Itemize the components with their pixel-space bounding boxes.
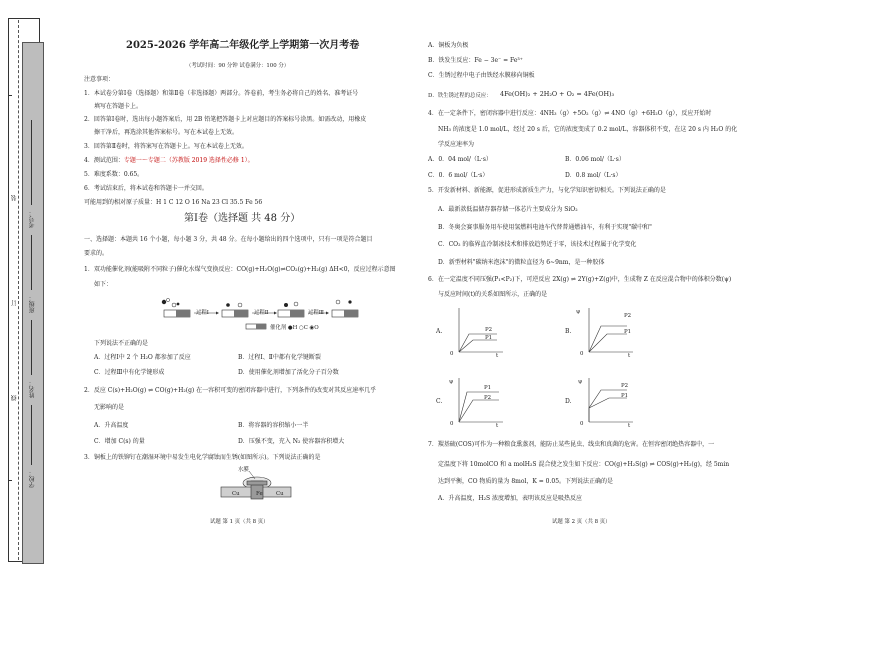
chart-b-p2-label: P2 — [624, 313, 632, 319]
note-2: 2．回答第Ⅰ卷时，选出每小题答案后，用 2B 铅笔把答题卡上对应题目的答案标号涂黑。如需改动，用橡皮 — [84, 116, 367, 123]
chart-c-svg — [455, 376, 505, 426]
chart-a-p2-label: P2 — [485, 327, 493, 333]
chart-d-p1-label: P1 — [621, 393, 629, 399]
chart-a-p1-label: P1 — [485, 335, 493, 341]
exam-number-field[interactable] — [31, 120, 32, 205]
q1-fig-process-2: 过程Ⅱ — [254, 310, 269, 316]
q3-option-a: A．铜板为负极 — [428, 42, 469, 49]
q3-fig-cu-right: Cu — [276, 491, 284, 497]
q1-option-d: D．使用催化剂增加了活化分子百分数 — [238, 369, 339, 376]
q1-fig-process-3: 过程Ⅲ — [308, 310, 324, 316]
q3-fig-cu-left: Cu — [232, 491, 240, 497]
note-2-cont: 擦干净后，再选涂其他答案标号。写在本试卷上无效。 — [94, 129, 239, 136]
seal-char-3: 线 — [11, 395, 18, 401]
q5-stem: 5．开发新材料、新能源，促进形成新质生产力，与化学知识密切相关。下列说法正确的是 — [428, 187, 666, 194]
chart-letter: D. — [565, 398, 572, 405]
q2-line-2: 无影响的是 — [94, 404, 125, 411]
q2-line-1: 2．反应 C(s)+H₂O(g) ⇌ CO(g)+H₂(g) 在一容积可变的密闭容器中进行，下列条件的改变对其反应速率几乎 — [84, 387, 377, 394]
q1-fig-legend: 催化剂 ●H ○C ◉O — [270, 325, 319, 331]
class-label: 班级： — [29, 295, 36, 313]
q4-option-b: B．0.06 mol/（L·s） — [565, 156, 625, 163]
q4-line-3: 学反应速率为 — [438, 141, 475, 148]
q4-option-c: C．0．6 mol/（L·s） — [428, 172, 489, 179]
exam-subtitle: （考试时间：90 分钟 试卷满分：100 分） — [186, 63, 290, 69]
q1-ask: 下列说法不正确的是 — [94, 340, 149, 347]
q1-line-1: 1．双功能催化剂(能吸附不同粒子)催化水煤气变换反应：CO(g)+H₂O(g)⇌CO₂(g)+H₂(g) ΔH<0，反应过程示意图 — [84, 266, 396, 273]
q2-option-b: B．将容器的容积缩小一半 — [238, 422, 309, 429]
q3-option-d-equation: 4Fe(OH)₂ + 2H₂O + O₂ = 4Fe(OH)₃ — [500, 90, 615, 98]
school-field[interactable] — [31, 405, 32, 465]
q2-option-a: A．升高温度 — [94, 422, 129, 429]
strip-tick — [8, 480, 12, 481]
q1-option-a: A．过程Ⅰ中 2 个 H₂O 都参加了反应 — [94, 354, 191, 361]
chart-b-x-label: t — [628, 353, 631, 359]
q4-option-a: A．0．04 mol/（L·s） — [428, 156, 492, 163]
chart-c-p2-label: P2 — [484, 395, 492, 401]
intro-line-2: 要求的。 — [84, 250, 109, 257]
name-field[interactable] — [31, 320, 32, 375]
q5-option-c: C．CO₂ 的临界直冷制冰技术和排放趋势近于零，该技术过程属于化学变化 — [438, 241, 637, 248]
binding-dashed-line — [18, 20, 19, 560]
q6-line-1: 6．在一定温度不同压强(P₁<P₂)下，可逆反应 2X(g) ⇌ 2Y(g)+Z(g)中，生成物 Z 在反应混合物中的体积分数(ψ) — [428, 276, 732, 283]
chart-a-x-label: t — [496, 353, 499, 359]
exam-number-label: 考号： — [29, 210, 36, 228]
chart-d-p2-label: P2 — [621, 383, 629, 389]
strip-tick — [8, 95, 12, 96]
seal-char-2: 订 — [11, 300, 18, 306]
q4-option-d: D．0.8 mol/（L·s） — [565, 172, 622, 179]
q3-stem: 3．铜板上的铁铆钉在潮湿环境中易发生电化学腐蚀而生锈(如图所示)。下列说法正确的是 — [84, 454, 321, 461]
school-label: 学校： — [29, 470, 36, 488]
note-4-label: 4．测试范围： — [84, 157, 124, 164]
intro-line-1: 一、选择题：本题共 16 个小题，每小题 3 分，共 48 分。在每小题给出的四个选项中，只有一项是符合题目 — [84, 236, 373, 243]
q4-line-1: 4．在一定条件下，密闭容器中进行反应：4NH₃（g）+5O₂（g）⇌ 4NO（g）+6H₂O（g），反应开始时 — [428, 110, 712, 117]
chart-c-origin: 0 — [450, 421, 454, 427]
class-field[interactable] — [31, 235, 32, 290]
q5-option-a: A．最新款低温储存器存储一体芯片主要成分为 SiO₂ — [438, 206, 578, 213]
q2-option-c: C．增加 C(s) 的量 — [94, 438, 145, 445]
q5-option-b: B．冬奥会赛事服务用车使用氢燃料电池车代替普通燃油车，有利于实现"碳中和" — [438, 224, 652, 231]
q3-fig-fe: Fe — [256, 491, 263, 497]
q2-option-d: D．压强不变，充入 N₂ 使容器容积增大 — [238, 438, 345, 445]
series-p1-line — [589, 334, 627, 352]
q5-option-d: D．新型材料"碳纳米泡沫"的微粒直径为 6~9nm，是一种胶体 — [438, 259, 605, 266]
q1-option-c: C．过程Ⅲ中有化学键形成 — [94, 369, 165, 376]
note-1-cont: 填写在答题卡上。 — [94, 103, 143, 110]
chart-b-y-label: ψ — [576, 309, 581, 315]
q7-option-a: A．升高温度，H₂S 浓度增加，表明该反应是吸热反应 — [438, 495, 582, 502]
chart-c-y-label: ψ — [449, 379, 454, 385]
section-title: 第Ⅰ卷（选择题 共 48 分） — [184, 213, 301, 224]
atomic-masses: 可能用到的相对原子质量：H 1 C 12 O 16 Na 23 Cl 35.5 Fe 56 — [84, 199, 263, 206]
q3-option-c: C．生锈过程中电子由铁经水膜移向铜板 — [428, 72, 535, 79]
note-4-scope: 专题一～专题二（苏教版 2019 选择性必修 1）。 — [123, 157, 254, 164]
chart-c-x-label: t — [496, 423, 499, 429]
q1-fig-process-1: 过程Ⅰ — [196, 310, 209, 316]
q3-option-b: B．铁发生反应：Fe − 3e⁻ = Fe³⁺ — [428, 57, 523, 64]
q3-option-d: D．铁生锈过程的总反应： — [428, 93, 492, 99]
q1-line-2: 如下： — [94, 281, 113, 288]
q1-option-b: B．过程Ⅰ、Ⅱ中都有化学键断裂 — [238, 354, 321, 361]
chart-letter: A. — [436, 328, 443, 335]
chart-d-x-label: t — [628, 423, 631, 429]
name-label: 姓名： — [29, 380, 36, 398]
q7-line-1: 7．羰基硫(COS)可作为一种粮食熏蒸剂，能防止某些昆虫、线虫和真菌的危害。在恒容密闭绝热容器中，一 — [428, 441, 715, 448]
note-5: 5．难度系数：0.65。 — [84, 171, 144, 178]
series-p2-line — [589, 326, 627, 352]
note-1: 1．本试卷分第Ⅰ卷（选择题）和第Ⅱ卷（非选择题）两部分。答卷前，考生务必将自己的姓名、准考证号 — [84, 90, 359, 97]
note-3: 3．回答第Ⅱ卷时，将答案写在答题卡上。写在本试卷上无效。 — [84, 143, 248, 150]
notes-heading: 注意事项： — [84, 76, 115, 83]
chart-letter: C. — [436, 398, 443, 405]
q4-line-2: NH₃ 的浓度是 1.0 mol/L，经过 20 s 后，它的浓度变成了 0.2 mol/L，容器体积不变，在这 20 s 内 H₂O 的化 — [438, 126, 738, 133]
chart-c-p1-label: P1 — [484, 385, 492, 391]
series-p2-line — [459, 400, 499, 422]
chart-b-origin: 0 — [580, 351, 584, 357]
chart-d-origin: 0 — [580, 421, 584, 427]
chart-d-y-label: ψ — [578, 379, 583, 385]
chart-b-p1-label: P1 — [624, 329, 632, 335]
page-2-footer: 试题 第 2 页（共 8 页） — [552, 519, 611, 525]
exam-title: 2025-2026 学年高二年级化学上学期第一次月考卷 — [126, 40, 360, 51]
q7-line-3: 达到平衡，CO 物质的量为 8mol，K = 0.05。下列说法正确的是 — [438, 478, 614, 485]
chart-letter: B. — [565, 328, 572, 335]
series-p1-line — [459, 392, 499, 422]
q6-line-2: 与反应时间(t)的关系如图所示，正确的是 — [438, 291, 548, 298]
chart-a-origin: 0 — [450, 351, 454, 357]
q3-fig-water-label: 水膜 — [238, 467, 249, 473]
seal-char-1: 装 — [11, 195, 18, 201]
note-6: 6．考试结束后，将本试卷和答题卡一并交回。 — [84, 185, 208, 192]
q7-line-2: 定温度下将 10molCO 和 a molH₂S 混合使之发生如下反应：CO(g)+H₂S(g) ⇌ COS(g)+H₂(g)，经 5min — [438, 461, 730, 468]
page-1-footer: 试题 第 1 页（共 8 页） — [210, 519, 269, 525]
chart-a-svg — [455, 306, 505, 356]
note-4 — [84, 157, 254, 165]
